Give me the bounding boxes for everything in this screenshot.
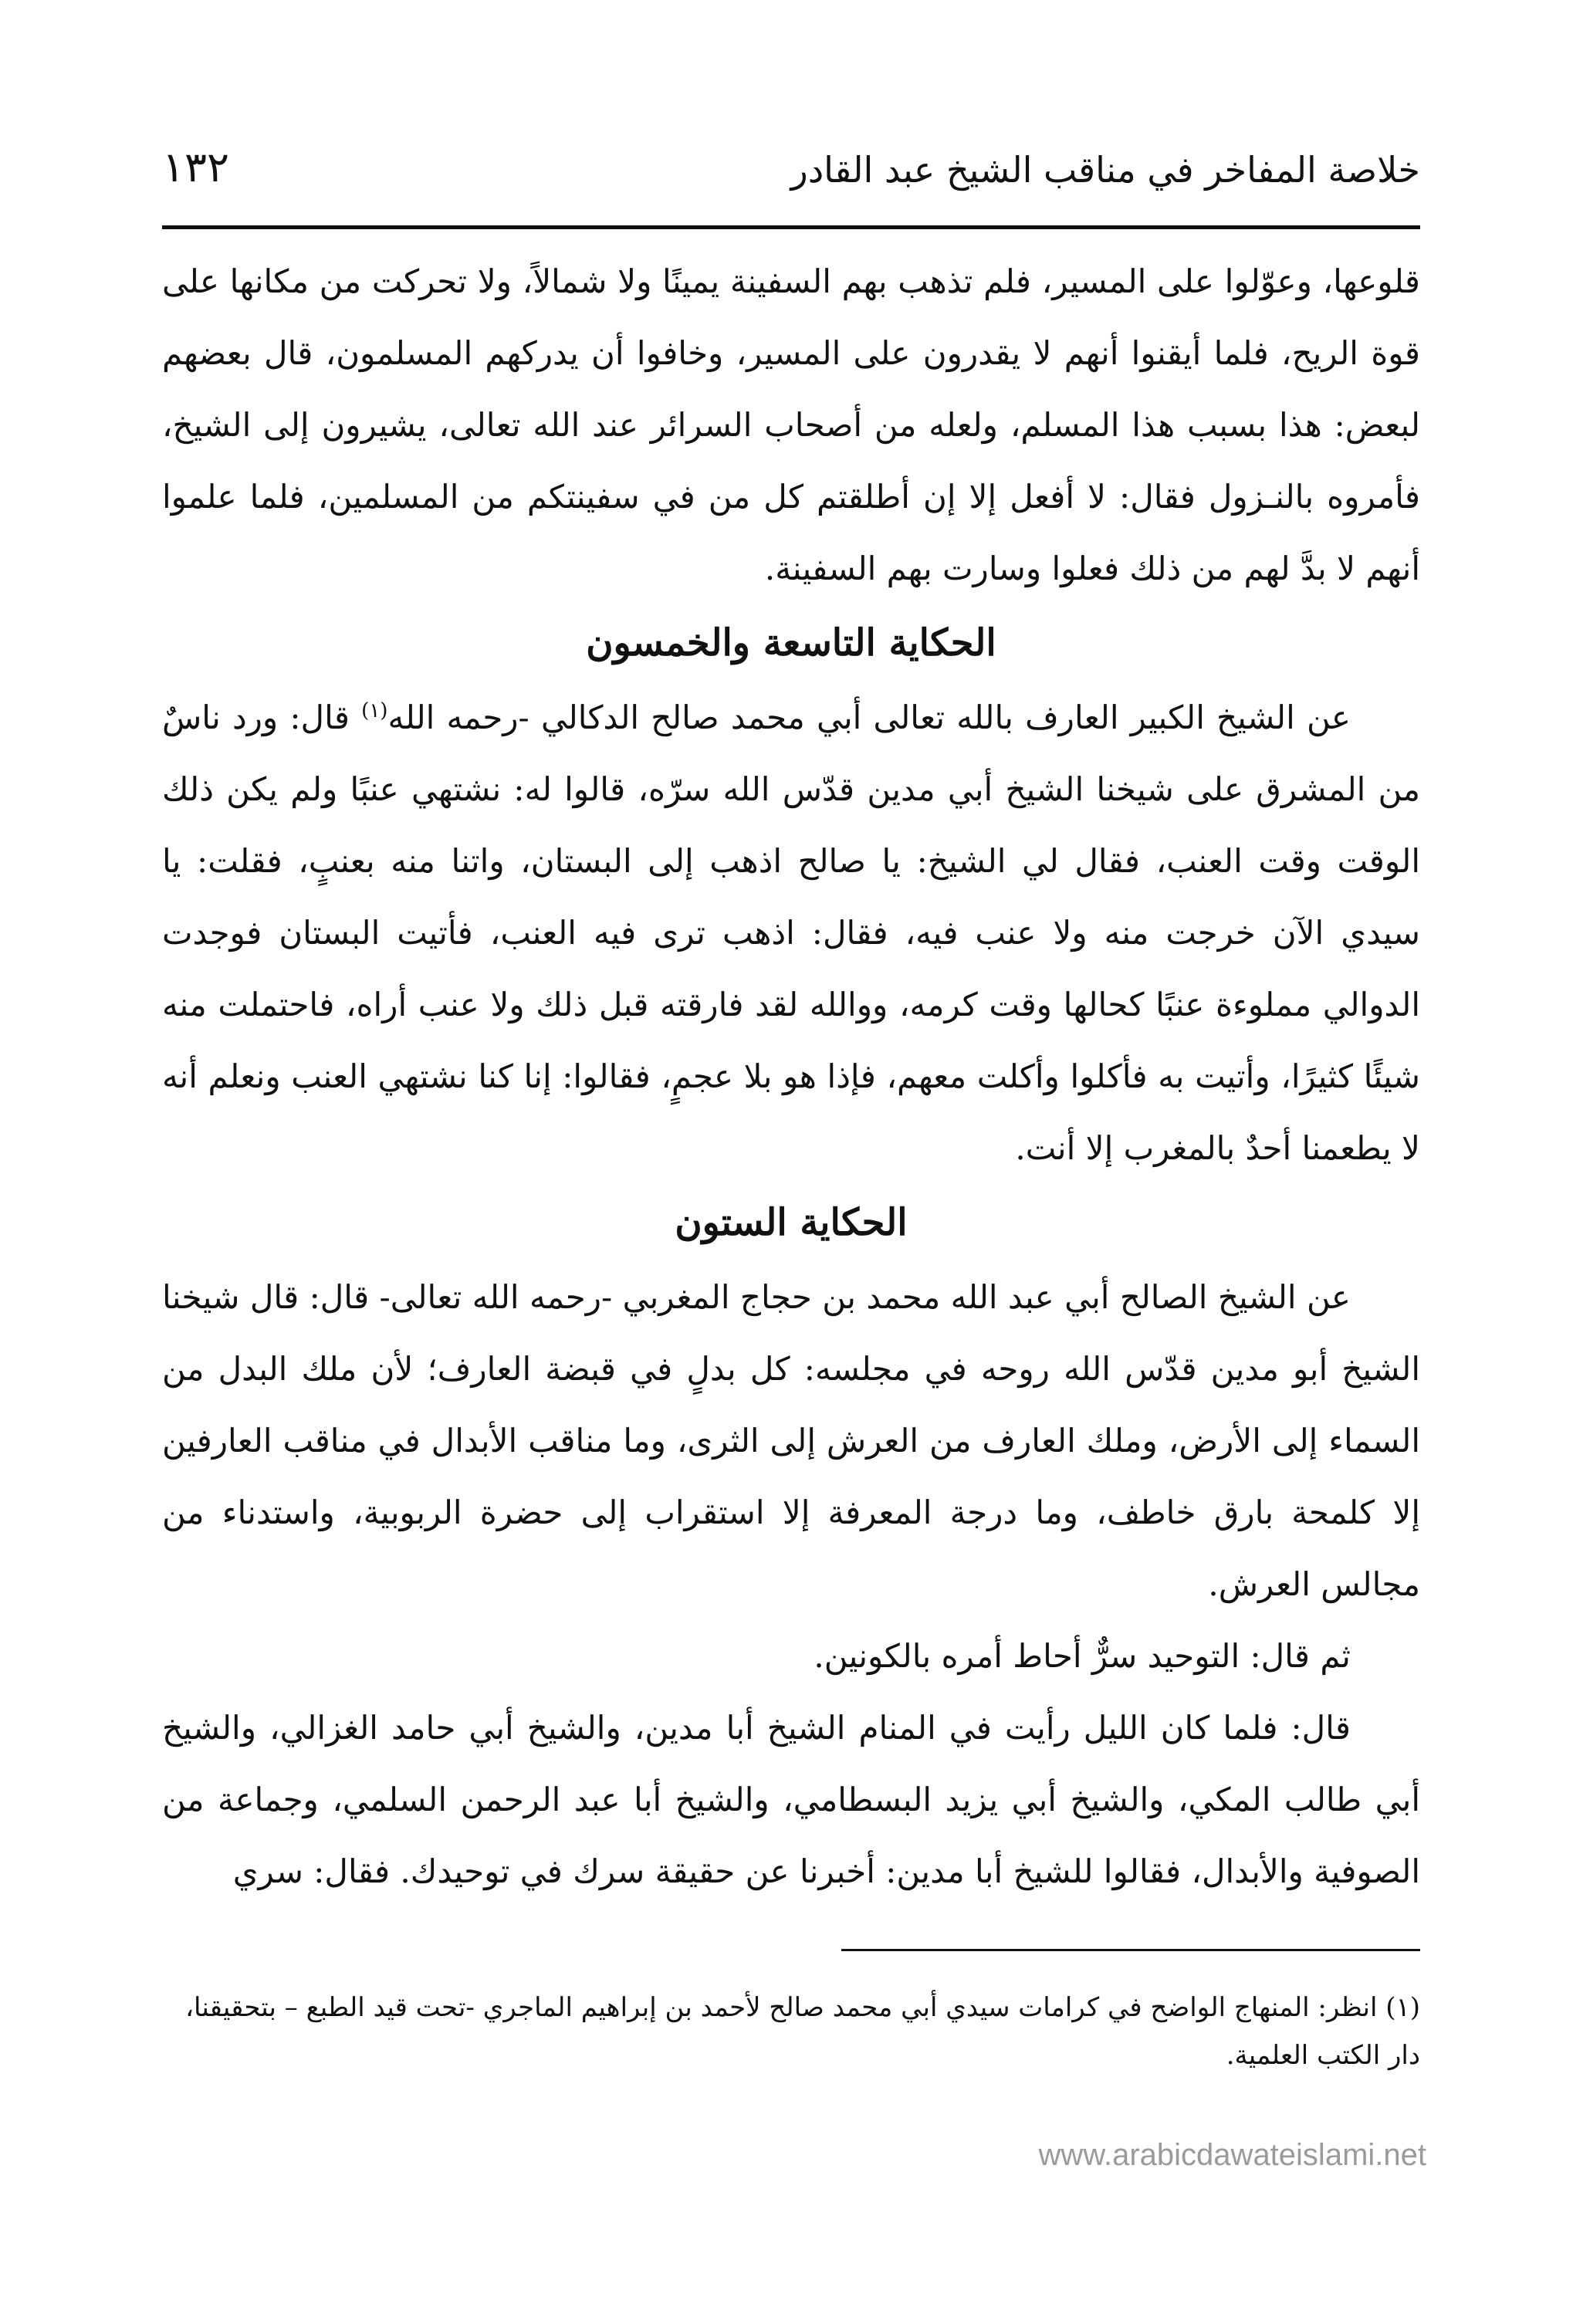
section-heading: الحكاية الستون — [675, 1201, 908, 1244]
footnote-divider — [841, 1949, 1420, 1951]
section-heading: الحكاية التاسعة والخمسون — [586, 621, 996, 665]
running-title: خلاصة المفاخر في مناقب الشيخ عبد القادر — [790, 149, 1420, 191]
footnote: (١) انظر: المنهاج الواضح في كرامات سيدي أبي محمد صالح لأحمد بن إبراهيم الماجري -تحت قيد الطبع – بتحقيقنا، دار الكتب العلمية. — [185, 1992, 1420, 2071]
footnote-reference[interactable]: (١) — [361, 699, 388, 722]
watermark-url: www.arabicdawateislami.net — [1038, 2138, 1426, 2172]
page-number: ١٣٢ — [162, 143, 230, 191]
main-text — [162, 245, 1420, 1907]
paragraph — [162, 682, 1420, 1184]
paragraph-text: قال: ورد ناسٌ من المشرق على شيخنا الشيخ أبي مدين قدّس الله سرّه، قالوا له: نشتهي عنبًا ولم يكن ذلك الوقت وقت العنب، فقال لي الشيخ: يا صالح اذهب إلى البستان، واتنا منه بعنبٍ، فقلت: يا سيدي الآن خرجت منه ولا عنب فيه، فقال: اذهب ترى فيه العنب، فأتيت البستان فوجدت الدوالي مملوءة عنبًا كحالها وقت كرمه، ووالله لقد فارقته قبل ذلك ولا عنب أراه، فاحتملت منه شيئًا كثيرًا، وأتيت به فأكلوا وأكلت معهم، فإذا هو بلا عجمٍ، فقالوا: إنا كنا نشتهي العنب ونعلم أنه لا يطعمنا أحدٌ بالمغرب إلا أنت. — [162, 699, 1420, 1167]
paragraph-text: عن الشيخ الكبير العارف بالله تعالى أبي محمد صالح الدكالي -رحمه الله — [387, 699, 1351, 736]
paragraph: قال: فلما كان الليل رأيت في المنام الشيخ أبا مدين، والشيخ أبي حامد الغزالي، والشيخ أبي طالب المكي، والشيخ أبي يزيد البسطامي، والشيخ أبا عبد الرحمن السلمي، وجماعة من الصوفية والأبدال، فقالوا للشيخ أبا مدين: أخبرنا عن حقيقة سرك في توحيدك. فقال: سري — [162, 1709, 1420, 1890]
header-divider — [162, 225, 1420, 229]
paragraph: ثم قال: التوحيد سرٌّ أحاط أمره بالكونين. — [814, 1637, 1351, 1675]
page-header — [162, 135, 1420, 220]
paragraph: قلوعها، وعوّلوا على المسير، فلم تذهب بهم السفينة يمينًا ولا شمالاً، ولا تحركت من مكانها على قوة الريح، فلما أيقنوا أنهم لا يقدرون على المسير، وخافوا أن يدركهم المسلمون، قال بعضهم لبعض: هذا بسبب هذا المسلم، ولعله من أصحاب السرائر عند الله تعالى، يشيرون إلى الشيخ، فأمروه بالنـزول فقال: لا أفعل إلا إن أطلقتم كل من في سفينتكم من المسلمين، فلما علموا أنهم لا بدَّ لهم من ذلك فعلوا وسارت بهم السفينة. — [162, 262, 1420, 587]
paragraph: عن الشيخ الصالح أبي عبد الله محمد بن حجاج المغربي -رحمه الله تعالى- قال: قال شيخنا الشيخ أبو مدين قدّس الله روحه في مجلسه: كل بدلٍ في قبضة العارف؛ لأن ملك البدل من السماء إلى الأرض، وملك العارف من العرش إلى الثرى، وما مناقب الأبدال في مناقب العارفين إلا كلمحة بارق خاطف، وما درجة المعرفة إلا استقراب إلى حضرة الربوبية، واستدناء من مجالس العرش. — [162, 1278, 1420, 1603]
